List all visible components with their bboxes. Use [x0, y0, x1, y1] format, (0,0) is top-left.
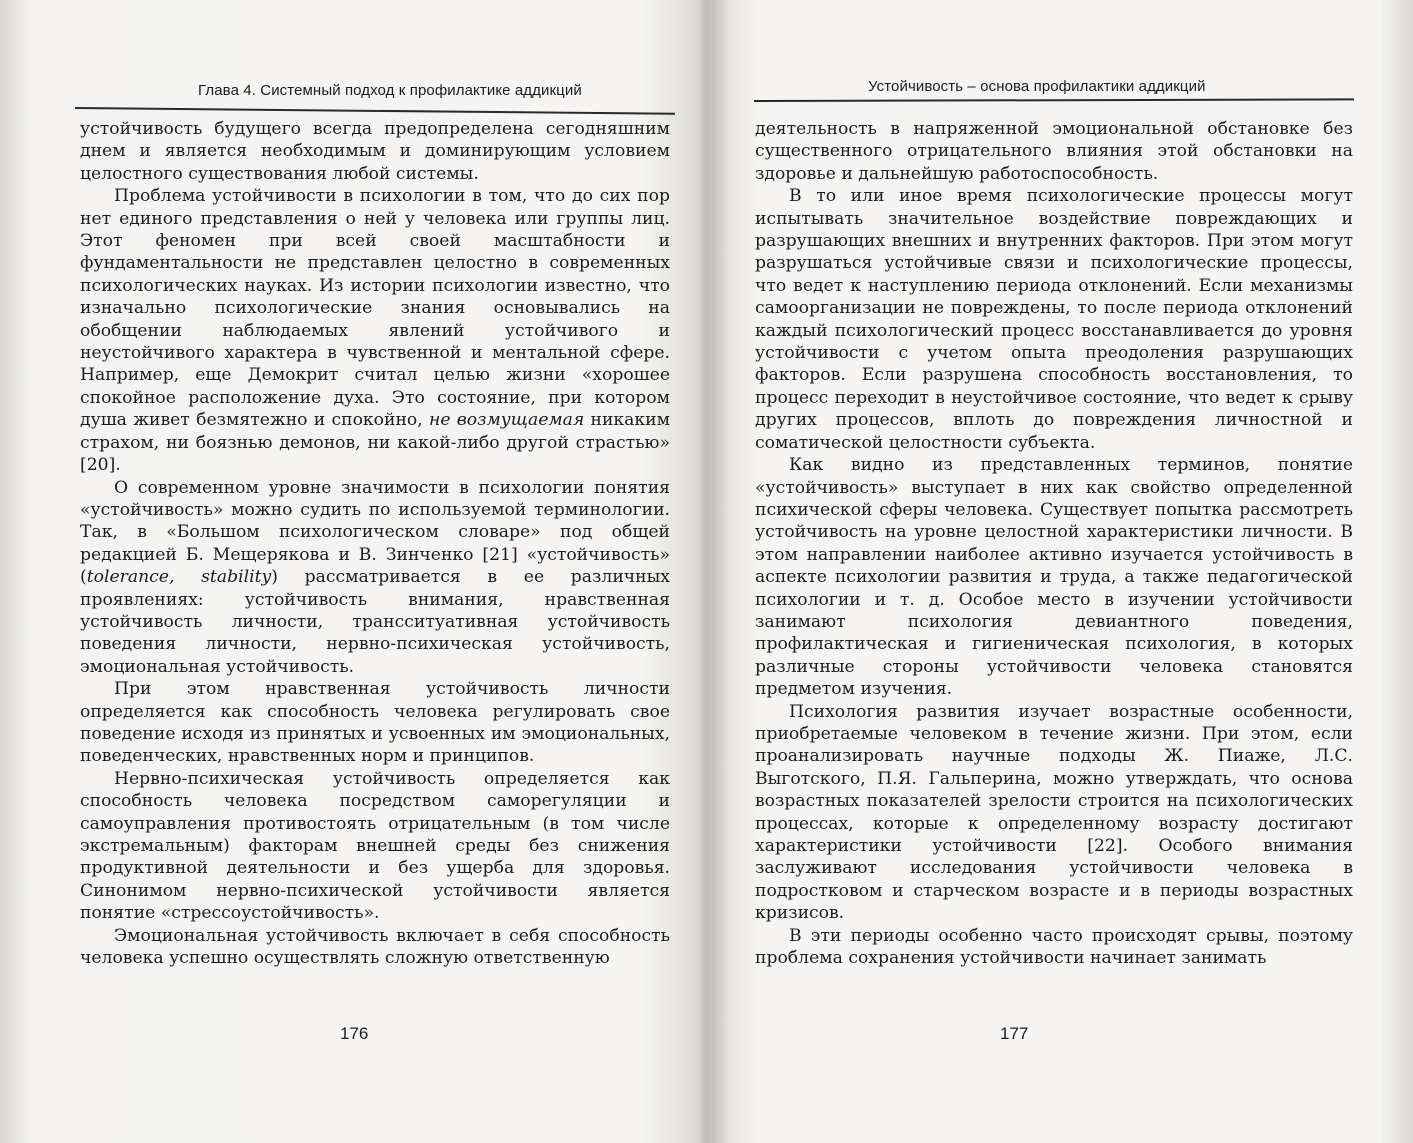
- page-number: 177: [1000, 1024, 1029, 1043]
- header-rule: [754, 98, 1354, 102]
- paragraph: О современном уровне значимости в психологии понятия «устойчивость» можно судить по используемой терминологии. Так, в «Большом психологическом словаре» под общей редакцией Б. Мещерякова и В. Зинченко [21] «устойчивость» (tolerance, stability) рассматривается в ее различных проявлениях: устойчивость внимания, нравственная устойчивость личности, трансситуативная устойчивость поведения личности, нервно-психическая устойчивость, эмоциональная устойчивость.: [80, 477, 670, 677]
- running-head: Глава 4. Системный подход к профилактике аддикций: [198, 82, 582, 99]
- paragraph: Как видно из представленных терминов, понятие «устойчивость» выступает в них как свойство определенной психической сферы человека. Существует попытка рассмотреть устойчивость на уровне целостной характеристики личности. В этом направлении наиболее активно изучается устойчивость в аспекте психологии развития и труда, а также педагогической психологии и т. д. Особое место в изучении устойчивости занимают психология девиантного поведения, профилактическая и гигиеническая психология, в которых различные стороны устойчивости человека становятся предметом изучения.: [755, 455, 1353, 700]
- paragraph: устойчивость будущего всегда предопределена сегодняшним днем и является необходимым и доминирующим условием целостного существования любой системы.: [80, 119, 670, 184]
- paragraph: Нервно-психическая устойчивость определяется как способность человека посредством саморегуляции и самоуправления противостоять отрицательным (в том числе экстремальным) факторам внешней среды без снижения продуктивной деятельности и без ущерба для здоровья. Синонимом нервно-психической устойчивости является понятие «стрессоустойчивость».: [80, 768, 670, 924]
- left-page: [60, 0, 670, 1143]
- book-gutter: [690, 0, 730, 1143]
- paragraph: В то или иное время психологические процессы могут испытывать значительное воздействие повреждающих и разрушающих внешних и внутренних факторов. При этом могут разрушаться устойчивые связи и психологические процессы, что ведет к наступлению периода отклонений. Если механизмы самоорганизации не повреждены, то после периода отклонений каждый психологический процесс восстанавливается до уровня устойчивости с учетом опыта преодоления разрушающих факторов. Если разрушена способность восстановления, то процесс переходит в неустойчивое состояние, что ведет к срыву других процессов, вплоть до повреждения личностной и соматической целостности субъекта.: [755, 186, 1353, 453]
- paragraph: В эти периоды особенно часто происходят срывы, поэтому проблема сохранения устойчивости начинает занимать: [755, 925, 1353, 969]
- body-text: [755, 118, 1353, 969]
- paragraph: Психология развития изучает возрастные особенности, приобретаемые человеком в течение жизни. При этом, если проанализировать научные подходы Ж. Пиаже, Л.С. Выготского, П.Я. Гальперина, можно утверждать, что основа возрастных показателей зрелости строится на психологических процессах, которые к определенному возрасту достигают характеристики устойчивости [22]. Особого внимания заслуживают исследования устойчивости человека в подростковом и старческом возрасте и в периоды возрастных кризисов.: [755, 701, 1353, 924]
- paragraph: Проблема устойчивости в психологии в том, что до сих пор нет единого представления о ней у человека или группы лиц. Этот феномен при всей своей масштабности и фундаментальности не представлен целостно в современных психологических науках. Из истории психологии известно, что изначально психологические знания основывались на обобщении наблюдаемых явлений устойчивого и неустойчивого характера в чувственной и ментальной сфере. Например, еще Демокрит считал целью жизни «хорошее спокойное расположение духа. Это состояние, при котором душа живет безмятежно и спокойно, не возмущаемая никаким страхом, ни боязнью демонов, ни какой-либо другой страстью» [20].: [80, 186, 670, 476]
- italic-phrase: не возмущаемая: [429, 410, 585, 431]
- italic-phrase: tolerance, stability: [86, 567, 272, 588]
- running-head: Устойчивость – основа профилактики аддикций: [868, 78, 1206, 95]
- paragraph: При этом нравственная устойчивость личности определяется как способность человека регулировать свое поведение исходя из принятых и усвоенных им эмоциональных, поведенческих, нравственных норм и принципов.: [80, 679, 670, 767]
- right-page: [750, 0, 1360, 1143]
- paragraph: деятельность в напряженной эмоциональной обстановке без существенного отрицательного влияния этой обстановки на здоровье и дальнейшую работоспособность.: [755, 119, 1353, 184]
- header-rule: [75, 107, 675, 115]
- paragraph: Эмоциональная устойчивость включает в себя способность человека успешно осуществлять сложную ответственную: [80, 925, 670, 969]
- page-number: 176: [340, 1024, 369, 1043]
- body-text: [80, 118, 670, 969]
